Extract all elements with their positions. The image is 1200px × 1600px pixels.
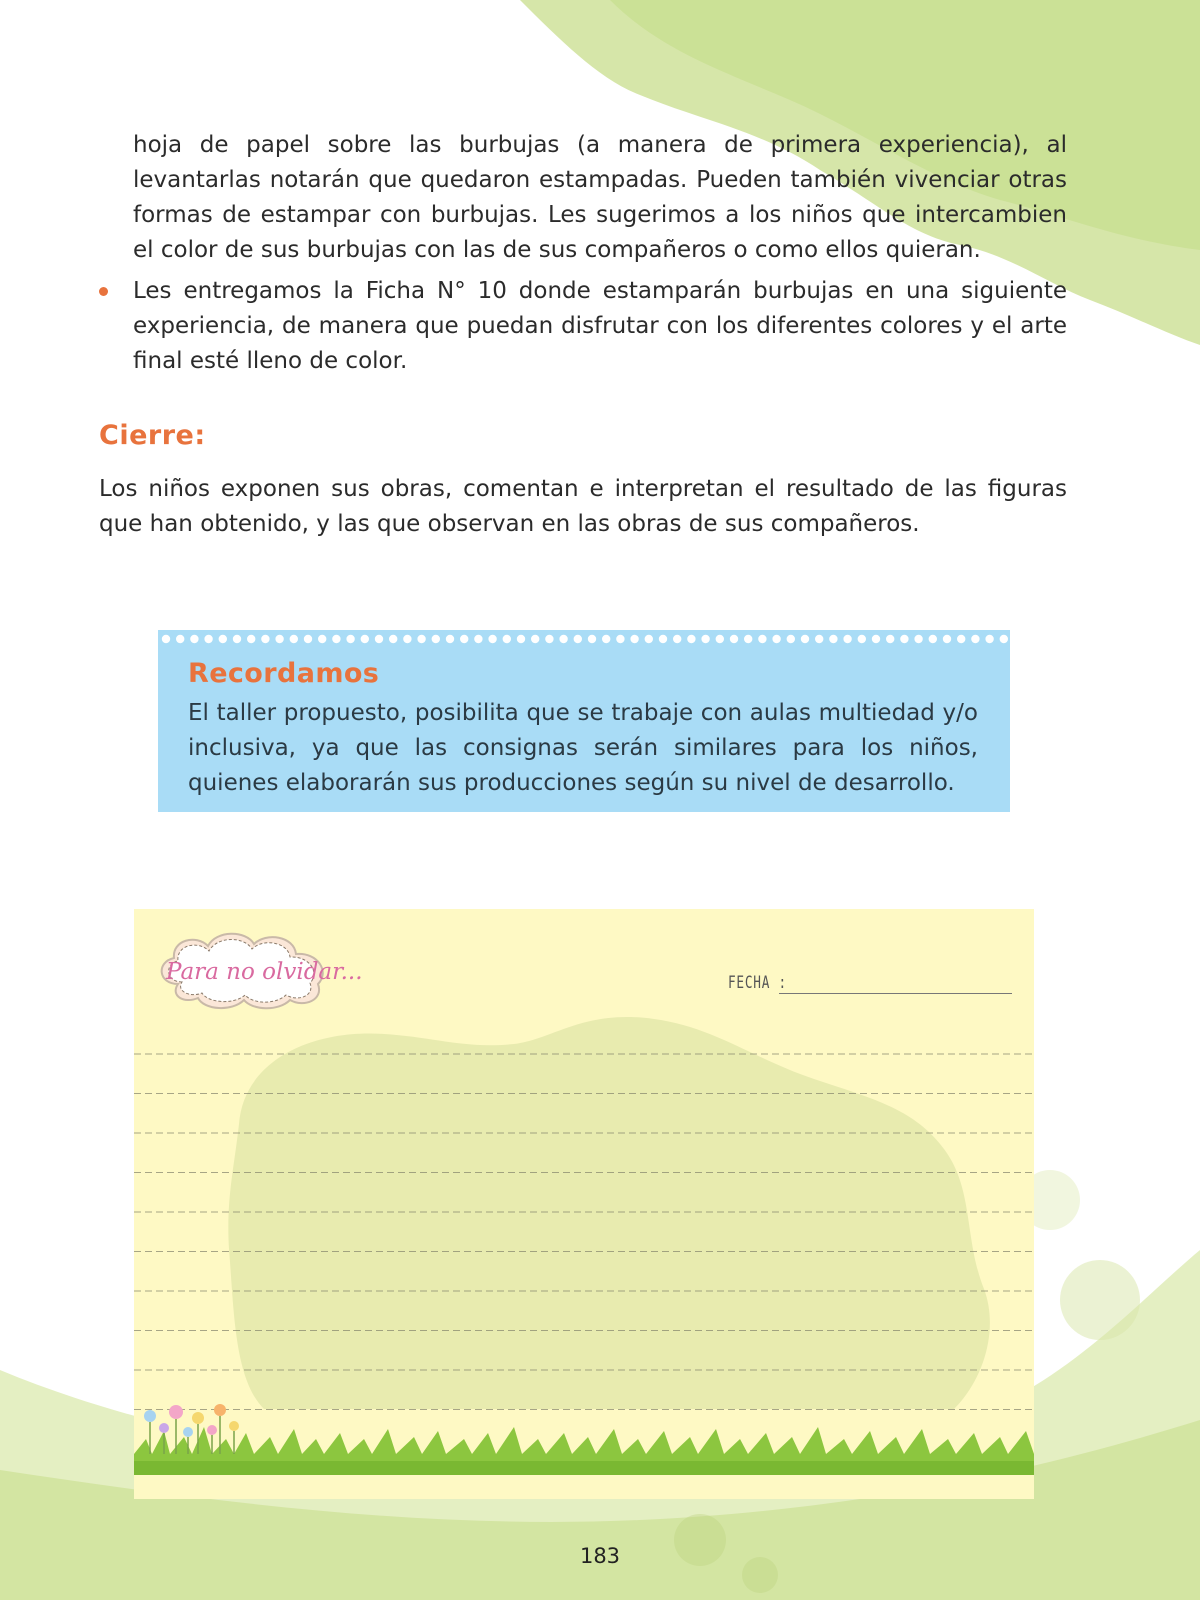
binding-hole — [687, 635, 695, 643]
recordamos-box — [158, 630, 1010, 812]
binding-hole — [318, 635, 326, 643]
section-heading-cierre: Cierre: — [99, 420, 206, 451]
binding-hole — [957, 635, 965, 643]
binding-hole — [290, 635, 298, 643]
recordamos-text: El taller propuesto, posibilita que se trabaje con aulas multiedad y/o inclusiva, ya que las consignas serán similares para los niños, quienes elaborarán sus producciones según su nivel de desarrollo. — [188, 700, 978, 796]
binding-hole — [389, 635, 397, 643]
binding-hole — [346, 635, 354, 643]
binding-hole — [843, 635, 851, 643]
binding-hole — [403, 635, 411, 643]
binding-hole — [190, 635, 198, 643]
binding-hole — [673, 635, 681, 643]
binding-hole — [801, 635, 809, 643]
binding-hole — [900, 635, 908, 643]
binding-hole — [545, 635, 553, 643]
bullet-item-ficha: Les entregamos la Ficha N° 10 donde estamparán burbujas en una siguiente experiencia, de manera que puedan disfrutar con los diferentes colores y el arte final esté lleno de color. — [133, 278, 1067, 374]
binding-hole — [417, 635, 425, 643]
binding-hole — [716, 635, 724, 643]
binding-hole — [233, 635, 241, 643]
paragraph-cierre: Los niños exponen sus obras, comentan e interpretan el resultado de las figuras que han obtenido, y las que observan en las obras de sus compañeros. — [99, 476, 1067, 537]
binding-hole — [332, 635, 340, 643]
binding-hole — [361, 635, 369, 643]
binding-hole — [772, 635, 780, 643]
binding-hole — [446, 635, 454, 643]
binding-hole — [758, 635, 766, 643]
binding-hole — [275, 635, 283, 643]
binding-hole — [460, 635, 468, 643]
binding-hole — [659, 635, 667, 643]
binding-hole — [730, 635, 738, 643]
binding-hole — [616, 635, 624, 643]
binding-hole — [744, 635, 752, 643]
binding-hole — [432, 635, 440, 643]
binding-hole — [630, 635, 638, 643]
binding-hole — [517, 635, 525, 643]
binding-hole — [1000, 635, 1008, 643]
binding-hole — [574, 635, 582, 643]
notes-card — [134, 909, 1034, 1499]
binding-hole — [588, 635, 596, 643]
binding-hole — [559, 635, 567, 643]
fecha-label: FECHA : — [728, 973, 787, 993]
binding-hole — [176, 635, 184, 643]
binding-hole — [886, 635, 894, 643]
bullet-dot — [99, 287, 108, 296]
binding-hole — [602, 635, 610, 643]
binding-hole — [929, 635, 937, 643]
spiral-binding-icon — [158, 630, 1010, 650]
binding-hole — [474, 635, 482, 643]
binding-hole — [375, 635, 383, 643]
binding-hole — [985, 635, 993, 643]
binding-hole — [943, 635, 951, 643]
binding-hole — [829, 635, 837, 643]
binding-hole — [645, 635, 653, 643]
flowers-icon — [138, 1404, 248, 1464]
binding-hole — [304, 635, 312, 643]
binding-hole — [488, 635, 496, 643]
binding-hole — [247, 635, 255, 643]
binding-hole — [858, 635, 866, 643]
recordamos-title: Recordamos — [188, 658, 380, 689]
binding-hole — [261, 635, 269, 643]
binding-hole — [503, 635, 511, 643]
binding-hole — [531, 635, 539, 643]
binding-hole — [815, 635, 823, 643]
fecha-input-line[interactable] — [779, 993, 1012, 994]
binding-hole — [971, 635, 979, 643]
paragraph-burbujas: hoja de papel sobre las burbujas (a manera de primera experiencia), al levantarlas notarán que quedaron estampadas. Pueden también vivenciar otras formas de estampar con burbujas. Les sugerimos a los niños que intercambien el color de sus burbujas con las de sus compañeros o como ellos quieran. — [133, 132, 1067, 263]
binding-hole — [701, 635, 709, 643]
page-number: 183 — [579, 1544, 621, 1568]
binding-hole — [204, 635, 212, 643]
cloud-label: Para no olvidar... — [166, 959, 363, 985]
binding-hole — [162, 635, 170, 643]
binding-hole — [872, 635, 880, 643]
binding-hole — [787, 635, 795, 643]
grass-decoration — [134, 1409, 1034, 1499]
binding-hole — [219, 635, 227, 643]
binding-hole — [914, 635, 922, 643]
